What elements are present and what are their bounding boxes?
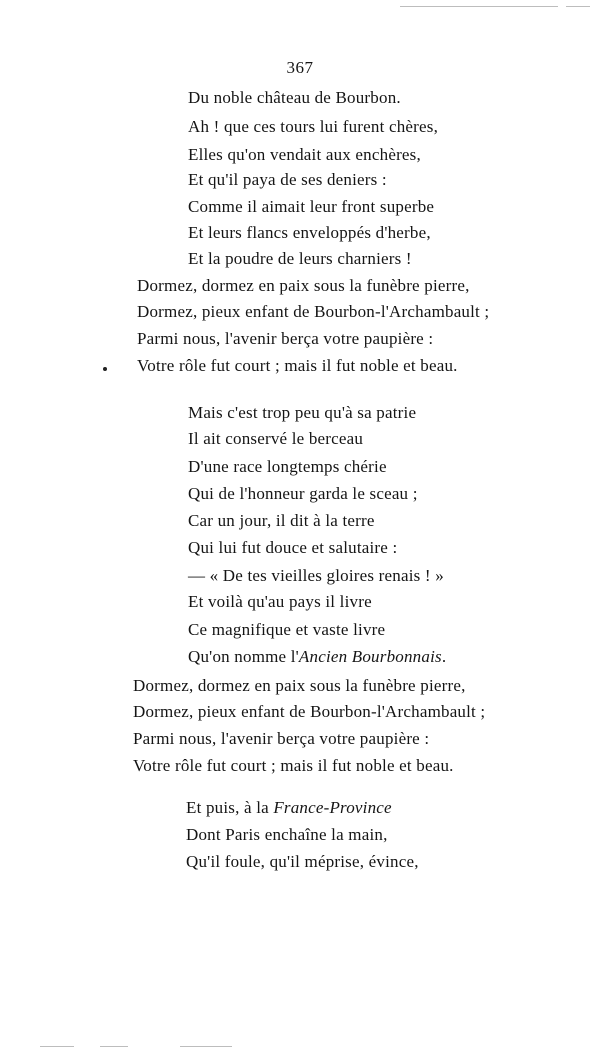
verse-line: Dont Paris enchaîne la main, [186, 825, 388, 844]
verse-line: Et voilà qu'au pays il livre [188, 592, 372, 611]
work-title: Ancien Bourbonnais [298, 647, 442, 666]
verse-line: Ah ! que ces tours lui furent chères, [188, 117, 439, 136]
verse-line: Comme il aimait leur front superbe [188, 197, 435, 216]
verse-line: Qu'il foule, qu'il méprise, évince, [186, 852, 419, 871]
verse-line-with-title [186, 798, 392, 818]
verse-line: Il ait conservé le berceau [188, 429, 364, 448]
verse-line: Ce magnifique et vaste livre [188, 620, 386, 639]
refrain-line: Votre rôle fut court ; mais il fut noble et beau. [137, 356, 458, 375]
verse-line: D'une race longtemps chérie [188, 457, 387, 476]
verse-line: Qui lui fut douce et salutaire : [188, 538, 398, 557]
verse-line: — « De tes vieilles gloires renais ! » [188, 566, 444, 585]
verse-line: Car un jour, il dit à la terre [188, 511, 375, 530]
work-title: France-Province [273, 798, 392, 817]
bottom-edge-rule [40, 1046, 74, 1047]
top-edge-rule [400, 6, 558, 7]
refrain-line: Votre rôle fut court ; mais il fut noble et beau. [133, 756, 454, 775]
margin-speck [103, 367, 107, 371]
verse-line: Et qu'il paya de ses deniers : [188, 170, 387, 189]
refrain-line: Dormez, pieux enfant de Bourbon-l'Archambault ; [137, 302, 490, 321]
verse-line: Elles qu'on vendait aux enchères, [188, 145, 421, 164]
verse-line: Mais c'est trop peu qu'à sa patrie [188, 403, 417, 422]
refrain-line: Dormez, dormez en paix sous la funèbre pierre, [133, 676, 466, 695]
refrain-line: Dormez, dormez en paix sous la funèbre pierre, [137, 276, 470, 295]
bottom-edge-rule [100, 1046, 128, 1047]
refrain-line: Dormez, pieux enfant de Bourbon-l'Archambault ; [133, 702, 486, 721]
refrain-line: Parmi nous, l'avenir berça votre paupière : [133, 729, 430, 748]
top-edge-rule-short [566, 6, 590, 7]
verse-line: Et la poudre de leurs charniers ! [188, 249, 412, 268]
verse-text: Et puis, à la [186, 798, 274, 817]
refrain-line: Parmi nous, l'avenir berça votre paupière : [137, 329, 434, 348]
verse-line: Et leurs flancs enveloppés d'herbe, [188, 223, 431, 242]
verse-text: . [441, 647, 447, 666]
verse-line-with-title [188, 647, 446, 667]
bottom-edge-rule [180, 1046, 232, 1047]
verse-line: Qui de l'honneur garda le sceau ; [188, 484, 418, 503]
verse-line: Du noble château de Bourbon. [188, 88, 401, 107]
page-number: 367 [286, 58, 314, 77]
verse-text: Qu'on nomme l' [188, 647, 299, 666]
